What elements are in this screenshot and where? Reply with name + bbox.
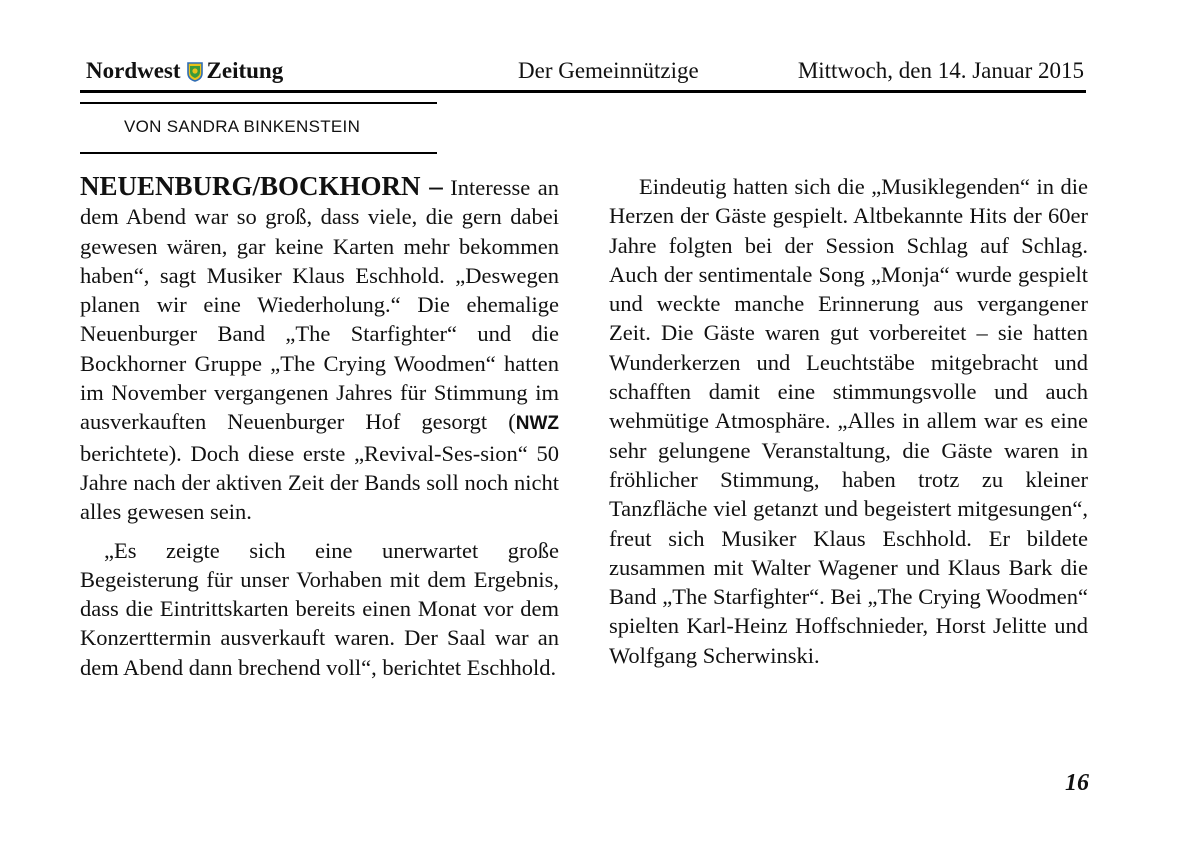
article-column-right: [609, 172, 1088, 670]
page-header: [80, 56, 1086, 93]
section-title: Der Gemeinnützige: [518, 58, 699, 83]
masthead-right: Zeitung: [206, 58, 284, 83]
byline-top-rule: [80, 102, 437, 104]
paragraph-3: Eindeutig hatten sich die „Musiklegenden“ in die Herzen der Gäste gespielt. Altbekannte Hits der 60er Jahre folgten bei der Session Schlag auf Schlag. Auch der sentimentale Song „Monja“ wurde gespielt und weckte manche Erinnerung aus vergangener Zeit. Die Gäste waren gut vorbereitet – sie hatten Wunderkerzen und Leuchtstäbe mitgebracht und schafften damit eine stimmungsvolle und auch wehmütige Atmosphäre. „Alles in allem war es eine sehr gelungene Veranstaltung, die Gäste waren in fröhlicher Stimmung, haben trotz zu kleiner Tanzfläche viel getanzt und begeistert mitgesungen“, freut sich Musiker Klaus Eschhold. Er bildete zusammen mit Walter Wagener und Klaus Bark die Band „The Starfighter“. Bei „The Crying Woodmen“ spielten Karl-Heinz Hoffschnieder, Horst Jelitte und Wolfgang Scherwinski.: [609, 174, 1088, 668]
byline: VON SANDRA BINKENSTEIN: [124, 117, 361, 136]
paragraph-2: „Es zeigte sich eine unerwartet große Begeisterung für unser Vorhaben mit dem Ergebnis, dass die Eintrittskarten bereits einen Monat vor dem Konzerttermin ausverkauft waren. Der Saal war an dem Abend dann brechend voll“, berichtet Eschhold.: [80, 537, 559, 680]
paragraph-1-text-a: Interesse an dem Abend war so groß, dass viele, die gern dabei gewesen wären, gar keine Karten mehr bekommen haben“, sagt Musiker Klaus Eschhold. „Deswegen planen wir eine Wiederholung.“ Die ehemalige Neuenburger Band „The Starfighter“ und die Bockhorner Gruppe „The Crying Woodmen“ hatten im November vergangenen Jahres für Stimmung im ausverkauften Neuenburger Hof gesorgt (: [80, 175, 559, 435]
crest-icon: [187, 62, 203, 82]
article-column-left: [80, 172, 559, 682]
paragraph-1: [80, 172, 559, 527]
paragraph-1-text-b: berichtete). Doch diese erste „Revival-Ses-sion“ 50 Jahre nach der aktiven Zeit der Bands soll noch nicht alles gewesen sein.: [80, 440, 559, 525]
byline-bottom-rule: [80, 152, 437, 154]
dateline: NEUENBURG/BOCKHORN –: [80, 171, 443, 201]
issue-date: Mittwoch, den 14. Januar 2015: [797, 58, 1084, 83]
page-number: 16: [1065, 770, 1089, 796]
nwz-abbreviation: NWZ: [515, 413, 559, 435]
masthead-left: Nordwest: [86, 58, 181, 83]
masthead: [86, 58, 283, 84]
